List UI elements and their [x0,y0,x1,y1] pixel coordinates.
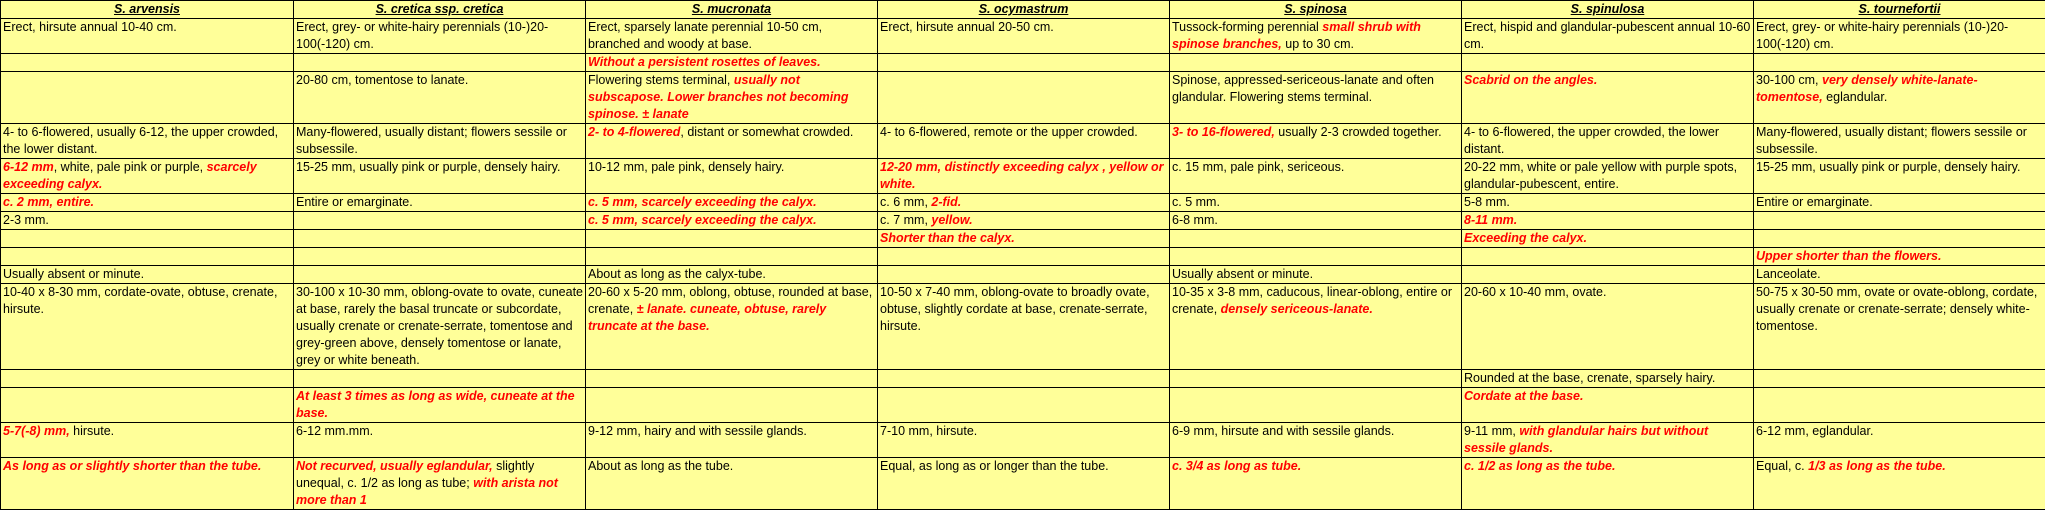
cell-text: Erect, hispid and glandular-pubescent annual 10-60 cm. [1464,20,1750,51]
table-cell [1754,212,2045,230]
cell-text: 6-12 mm.mm. [296,424,373,438]
table-cell [878,266,1170,284]
cell-text: 50-75 x 30-50 mm, ovate or ovate-oblong, cordate, usually crenate or crenate-serrate; densely white-tomentose. [1756,285,2037,333]
table-row [1,266,2045,284]
table-row [1,230,2045,248]
table-row [1,212,2045,230]
table-cell [878,230,1170,248]
cell-text: 7-10 mm, hirsute. [880,424,977,438]
table-cell [586,230,878,248]
cell-text: 20-60 x 10-40 mm, ovate. [1464,285,1606,299]
column-header-mucronata: S. mucronata [586,1,878,19]
table-row [1,458,2045,510]
highlighted-text: As long as or slightly shorter than the tube. [3,459,261,473]
table-cell [1462,72,1754,124]
cell-text: About as long as the calyx-tube. [588,267,766,281]
cell-text: 4- to 6-flowered, usually 6-12, the upper crowded, the lower distant. [3,125,278,156]
highlighted-text: Cordate at the base. [1464,389,1583,403]
table-cell [878,370,1170,388]
table-cell [1170,458,1462,510]
table-cell [1754,19,2045,54]
table-cell [1754,388,2045,423]
table-cell [1170,194,1462,212]
highlighted-text: 3- to 16-flowered, [1172,125,1275,139]
cell-text: Erect, grey- or white-hairy perennials (10-)20-100(-120) cm. [296,20,548,51]
table-cell [586,212,878,230]
table-cell [1462,230,1754,248]
header-row [1,1,2045,19]
table-row [1,124,2045,159]
table-row [1,54,2045,72]
table-cell [1462,266,1754,284]
cell-text: Erect, hirsute annual 20-50 cm. [880,20,1054,34]
table-cell [586,54,878,72]
cell-text: Flowering stems terminal, [588,73,734,87]
table-cell [1462,423,1754,458]
table-body [1,19,2045,510]
table-cell [1754,458,2045,510]
cell-text: 10-40 x 8-30 mm, cordate-ovate, obtuse, crenate, hirsute. [3,285,277,316]
table-cell [1,388,294,423]
cell-text: Equal, as long as or longer than the tube. [880,459,1109,473]
table-cell [586,423,878,458]
highlighted-text: 2- to 4-flowered [588,125,680,139]
cell-text: 9-11 mm, [1464,424,1519,438]
highlighted-text: Exceeding the calyx. [1464,231,1587,245]
table-cell [1170,423,1462,458]
table-cell [1170,19,1462,54]
cell-text: Erect, hirsute annual 10-40 cm. [3,20,177,34]
table-cell [294,423,586,458]
table-cell [294,54,586,72]
table-cell [1462,458,1754,510]
table-cell [878,124,1170,159]
table-cell [1,458,294,510]
table-cell [1170,388,1462,423]
table-cell [1754,230,2045,248]
table-row [1,248,2045,266]
cell-text: 20-22 mm, white or pale yellow with purple spots, glandular-pubescent, entire. [1464,160,1737,191]
table-cell [1170,72,1462,124]
table-cell [1462,284,1754,370]
cell-text: Entire or emarginate. [1756,195,1873,209]
table-cell [878,458,1170,510]
cell-text: Usually absent or minute. [1172,267,1313,281]
column-header-tournefortii: S. tournefortii [1754,1,2045,19]
cell-text: Many-flowered, usually distant; flowers sessile or subsessile. [296,125,567,156]
cell-text: Rounded at the base, crenate, sparsely hairy. [1464,371,1715,385]
table-cell [1754,266,2045,284]
table-cell [1,194,294,212]
column-header-spinosa: S. spinosa [1170,1,1462,19]
table-cell [878,194,1170,212]
table-cell [586,284,878,370]
table-cell [294,124,586,159]
cell-text: , white, pale pink or purple, [54,160,207,174]
table-cell [1170,230,1462,248]
table-row [1,423,2045,458]
table-cell [1,212,294,230]
highlighted-text: usually not subscapose. Lower branches not becoming spinose. ± lanate [588,73,848,121]
table-cell [1,19,294,54]
cell-text: 4- to 6-flowered, remote or the upper crowded. [880,125,1138,139]
cell-text: up to 30 cm. [1282,37,1354,51]
table-cell [878,284,1170,370]
cell-text: 6-9 mm, hirsute and with sessile glands. [1172,424,1394,438]
table-cell [586,388,878,423]
highlighted-text: with glandular hairs but without sessile glands. [1464,424,1708,455]
table-cell [294,458,586,510]
table-cell [294,266,586,284]
table-cell [586,458,878,510]
cell-text: Usually absent or minute. [3,267,144,281]
table-cell [1170,248,1462,266]
cell-text: 30-100 cm, [1756,73,1822,87]
cell-text: 6-12 mm, eglandular. [1756,424,1873,438]
table-cell [1,423,294,458]
highlighted-text: very densely white-lanate-tomentose, [1756,73,1978,104]
cell-text: c. 15 mm, pale pink, sericeous. [1172,160,1344,174]
table-cell [878,54,1170,72]
table-cell [1754,423,2045,458]
table-cell [1462,19,1754,54]
highlighted-text: 2-fid. [931,195,961,209]
cell-text: Entire or emarginate. [296,195,413,209]
cell-text: 10-12 mm, pale pink, densely hairy. [588,160,784,174]
cell-text: 10-50 x 7-40 mm, oblong-ovate to broadly ovate, obtuse, slightly cordate at base, crenate-serrate, hirsute. [880,285,1150,333]
table-row [1,72,2045,124]
table-cell [878,72,1170,124]
cell-text: 20-80 cm, tomentose to lanate. [296,73,468,87]
table-cell [294,159,586,194]
table-row [1,284,2045,370]
table-cell [294,284,586,370]
table-cell [1170,212,1462,230]
table-cell [586,159,878,194]
table-cell [586,266,878,284]
table-cell [1170,370,1462,388]
table-cell [1462,370,1754,388]
highlighted-text: c. 1/2 as long as the tube. [1464,459,1615,473]
table-row [1,19,2045,54]
highlighted-text: c. 2 mm, entire. [3,195,94,209]
cell-text: 5-8 mm. [1464,195,1510,209]
cell-text: 4- to 6-flowered, the upper crowded, the lower distant. [1464,125,1719,156]
table-cell [1,370,294,388]
table-cell [294,370,586,388]
table-cell [1754,72,2045,124]
cell-text: usually 2-3 crowded together. [1275,125,1442,139]
table-cell [1462,124,1754,159]
cell-text: Lanceolate. [1756,267,1821,281]
highlighted-text: yellow. [931,213,972,227]
cell-text: Erect, sparsely lanate perennial 10-50 cm, branched and woody at base. [588,20,822,51]
cell-text: Equal, c. [1756,459,1808,473]
cell-text: 2-3 mm. [3,213,49,227]
table-cell [1170,124,1462,159]
cell-text: , distant or somewhat crowded. [680,125,853,139]
table-cell [586,248,878,266]
table-cell [1170,159,1462,194]
highlighted-text: ± lanate. cuneate, obtuse, rarely truncate at the base. [588,302,826,333]
highlighted-text: 1/3 as long as the tube. [1808,459,1946,473]
table-cell [294,248,586,266]
table-cell [294,19,586,54]
cell-text: hirsute. [70,424,114,438]
highlighted-text: 6-12 mm [3,160,54,174]
highlighted-text: c. 5 mm, scarcely exceeding the calyx. [588,213,817,227]
table-cell [1,284,294,370]
table-cell [1,124,294,159]
cell-text: 9-12 mm, hairy and with sessile glands. [588,424,807,438]
cell-text: 20-60 x 5-20 mm, oblong, obtuse, rounded at base, crenate, [588,285,872,316]
table-cell [878,159,1170,194]
table-cell [1754,194,2045,212]
cell-text: Tussock-forming perennial [1172,20,1322,34]
table-cell [1462,54,1754,72]
table-row [1,370,2045,388]
highlighted-text: Shorter than the calyx. [880,231,1015,245]
table-cell [1754,248,2045,266]
table-row [1,159,2045,194]
cell-text: c. 7 mm, [880,213,931,227]
table-cell [294,194,586,212]
highlighted-text: densely sericeous-lanate. [1221,302,1373,316]
highlighted-text: Scabrid on the angles. [1464,73,1597,87]
column-header-arvensis: S. arvensis [1,1,294,19]
table-cell [1,266,294,284]
table-cell [1754,284,2045,370]
table-cell [878,212,1170,230]
table-row [1,388,2045,423]
table-cell [1,248,294,266]
cell-text: Spinose, appressed-sericeous-lanate and often glandular. Flowering stems terminal. [1172,73,1434,104]
table-cell [1,230,294,248]
cell-text: Erect, grey- or white-hairy perennials (10-)20-100(-120) cm. [1756,20,2008,51]
table-cell [878,423,1170,458]
table-cell [878,388,1170,423]
table-cell [1170,266,1462,284]
cell-text: 10-35 x 3-8 mm, caducous, linear-oblong, entire or crenate, [1172,285,1452,316]
table-cell [1462,194,1754,212]
highlighted-text: 12-20 mm, distinctly exceeding calyx , yellow or white. [880,160,1163,191]
table-cell [586,124,878,159]
table-cell [878,248,1170,266]
highlighted-text: small shrub with spinose branches, [1172,20,1421,51]
cell-text: c. 5 mm. [1172,195,1220,209]
cell-text: Many-flowered, usually distant; flowers sessile or subsessile. [1756,125,2027,156]
highlighted-text: 5-7(-8) mm, [3,424,70,438]
highlighted-text: with arista not more than 1 [296,476,558,507]
highlighted-text: c. 3/4 as long as tube. [1172,459,1301,473]
table-cell [1462,212,1754,230]
table-cell [1754,370,2045,388]
cell-text: 30-100 x 10-30 mm, oblong-ovate to ovate, cuneate at base, rarely the basal truncate or subcordate, usually crenate or crenate-serrate, tomentose and grey-green above, densely tomentose or lanate, grey or white beneath. [296,285,583,367]
cell-text: 15-25 mm, usually pink or purple, densely hairy. [296,160,560,174]
table-cell [1170,284,1462,370]
highlighted-text: 8-11 mm. [1464,213,1517,227]
table-cell [1462,388,1754,423]
table-cell [1462,248,1754,266]
cell-text: 6-8 mm. [1172,213,1218,227]
table-cell [1,54,294,72]
table-cell [294,388,586,423]
column-header-ocymastrum: S. ocymastrum [878,1,1170,19]
highlighted-text: At least 3 times as long as wide, cuneate at the base. [296,389,575,420]
table-cell [586,72,878,124]
table-cell [1,159,294,194]
column-header-spinulosa: S. spinulosa [1462,1,1754,19]
cell-text: 15-25 mm, usually pink or purple, densely hairy. [1756,160,2020,174]
table-cell [1754,54,2045,72]
cell-text: About as long as the tube. [588,459,733,473]
table-cell [294,230,586,248]
table-cell [1754,159,2045,194]
table-cell [878,19,1170,54]
table-cell [586,370,878,388]
cell-text: slightly unequal, c. 1/2 as long as tube; [296,459,534,490]
highlighted-text: Upper shorter than the flowers. [1756,249,1941,263]
table-cell [1754,124,2045,159]
highlighted-text: Not recurved, usually eglandular, [296,459,493,473]
table-row [1,194,2045,212]
highlighted-text: c. 5 mm, scarcely exceeding the calyx. [588,195,817,209]
highlighted-text: Without a persistent rosettes of leaves. [588,55,821,69]
table-cell [294,72,586,124]
column-header-cretica: S. cretica ssp. cretica [294,1,586,19]
cell-text: c. 6 mm, [880,195,931,209]
highlighted-text: scarcely exceeding calyx. [3,160,257,191]
table-cell [586,194,878,212]
table-cell [1,72,294,124]
cell-text: eglandular. [1823,90,1888,104]
table-cell [1462,159,1754,194]
table-cell [294,212,586,230]
table-cell [1170,54,1462,72]
table-cell [586,19,878,54]
